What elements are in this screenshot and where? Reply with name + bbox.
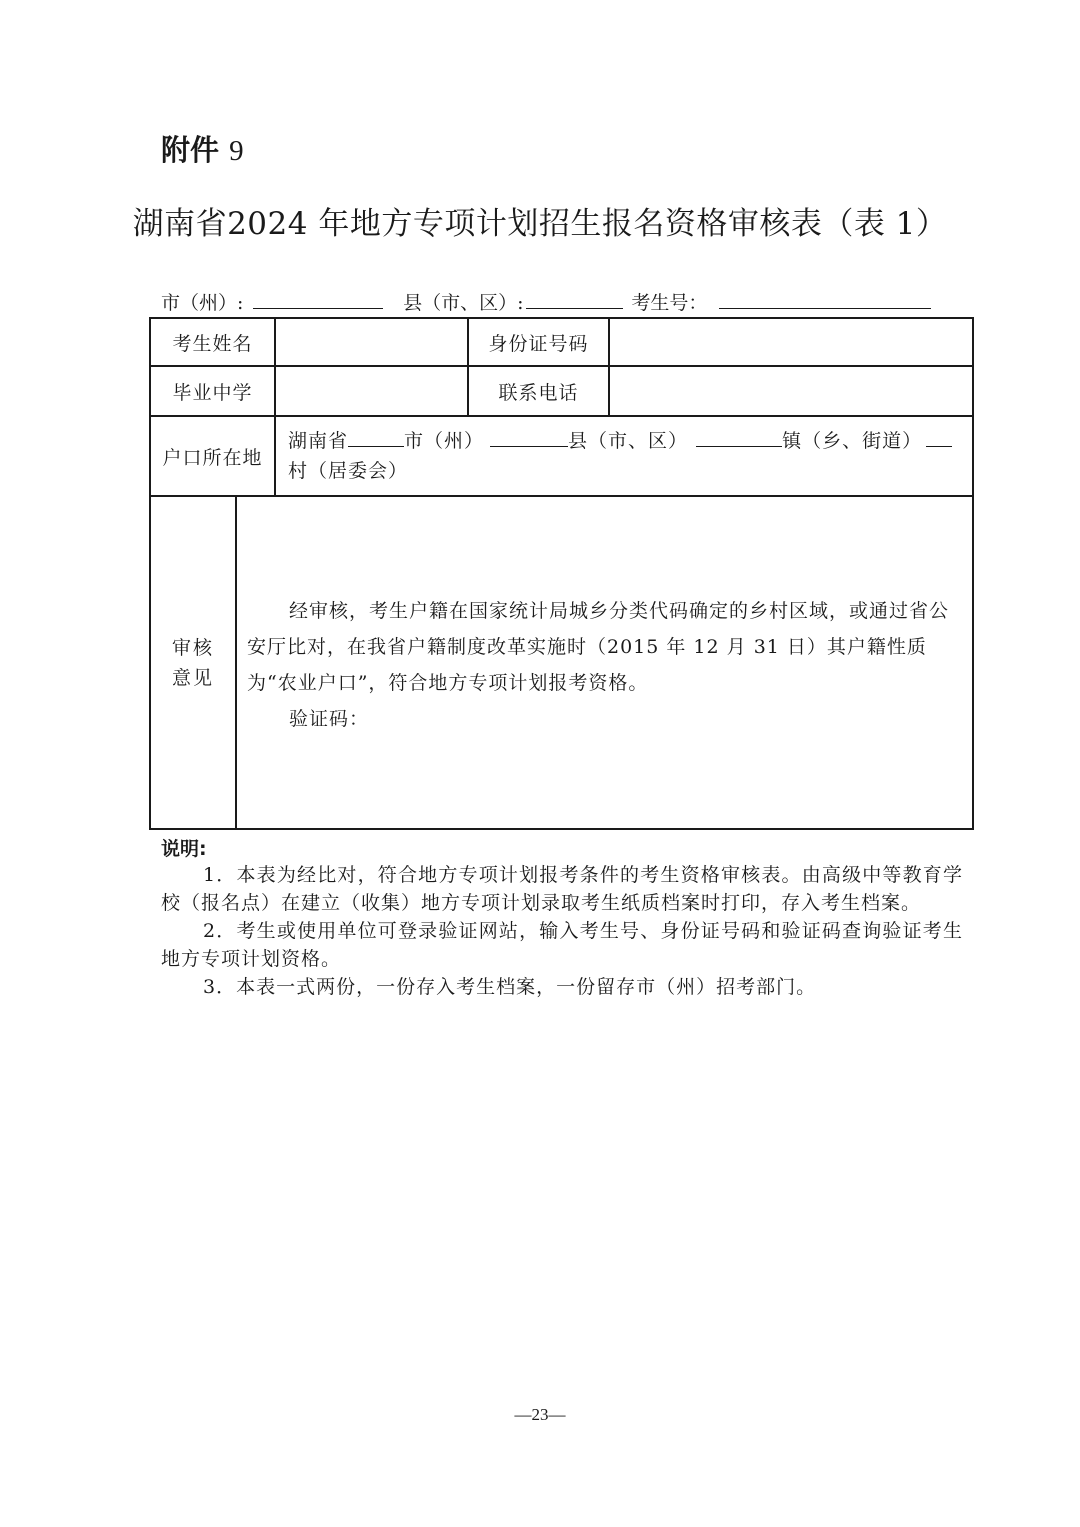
hukou-county-blank[interactable] <box>490 428 568 447</box>
review-label-line2: 意见 <box>171 666 214 689</box>
name-label: 考生姓名 <box>150 318 275 366</box>
review-opinion-field <box>236 496 973 829</box>
table-row <box>150 366 973 416</box>
hukou-label: 户口所在地 <box>150 416 275 496</box>
id-number-field[interactable] <box>609 318 973 366</box>
hukou-village-blank[interactable] <box>926 428 952 447</box>
page-number: —23— <box>514 1405 566 1424</box>
id-label: 身份证号码 <box>468 318 609 366</box>
hukou-city-blank[interactable] <box>348 428 404 447</box>
exam-no-label: 考生号： <box>631 292 708 314</box>
table-row <box>150 416 973 496</box>
note-item-3: 3．本表一式两份，一份存入考生档案，一份留存市（州）招考部门。 <box>203 976 817 998</box>
page-title: 湖南省2024 年地方专项计划招生报名资格审核表（表 1） <box>132 206 948 242</box>
hukou-town: 镇（乡、街道） <box>782 430 923 452</box>
hukou-town-blank[interactable] <box>696 428 782 447</box>
attachment-label: 附件 9 <box>161 133 244 167</box>
table-row <box>150 318 973 366</box>
hukou-county: 县（市、区） <box>568 430 689 452</box>
review-label-line1: 审核 <box>171 636 214 659</box>
phone-label: 联系电话 <box>468 366 609 416</box>
verification-code-label: 验证码： <box>289 708 370 730</box>
school-label: 毕业中学 <box>150 366 275 416</box>
qualification-form-table <box>149 317 974 830</box>
name-field[interactable] <box>275 318 468 366</box>
notes-heading: 说明: <box>161 838 207 860</box>
city-label: 市（州）: <box>161 292 244 314</box>
review-opinion-label <box>150 496 236 829</box>
hukou-address <box>275 416 973 496</box>
city-blank[interactable] <box>253 288 383 309</box>
review-opinion-text: 经审核，考生户籍在国家统计局城乡分类代码确定的乡村区域，或通过省公安厅比对，在我省户籍制度改革实施时（2015 年 12 月 31 日）其户籍性质为“农业户口”，符合地方专项计划报考资格。 <box>247 600 950 694</box>
hukou-city: 市（州） <box>404 430 485 452</box>
notes-section <box>161 834 963 1001</box>
note-item-2: 2．考生或使用单位可登录验证网站，输入考生号、身份证号码和验证码查询验证考生地方专项计划资格。 <box>161 920 963 970</box>
school-field[interactable] <box>275 366 468 416</box>
note-item-1: 1．本表为经比对，符合地方专项计划报考条件的考生资格审核表。由高级中等教育学校（报名点）在建立（收集）地方专项计划录取考生纸质档案时打印，存入考生档案。 <box>161 864 963 914</box>
exam-no-blank[interactable] <box>719 288 931 309</box>
hukou-province: 湖南省 <box>288 430 349 452</box>
phone-field[interactable] <box>609 366 973 416</box>
attachment-number: 9 <box>229 135 244 167</box>
header-fields <box>161 288 931 315</box>
county-label: 县（市、区）: <box>403 292 524 314</box>
county-blank[interactable] <box>526 288 624 309</box>
table-row <box>150 496 973 829</box>
hukou-village: 村（居委会） <box>288 460 409 482</box>
